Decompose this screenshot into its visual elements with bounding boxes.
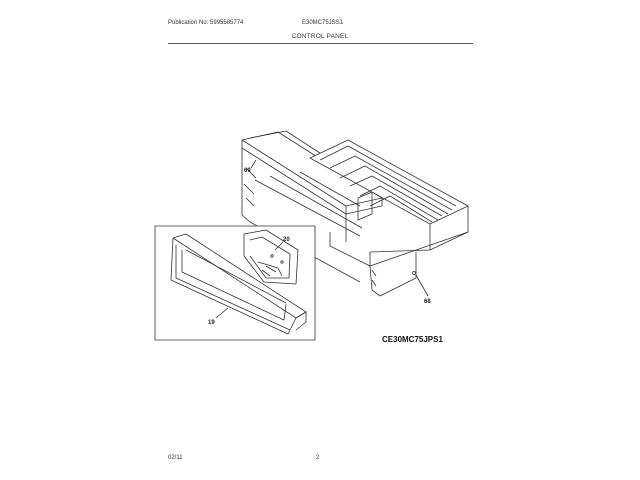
diagram-code: CE30MC75JPS1 bbox=[382, 335, 443, 344]
page-number: 2 bbox=[316, 455, 320, 461]
callout-68: 68 bbox=[424, 299, 431, 305]
callout-19: 19 bbox=[208, 320, 215, 326]
leader-68 bbox=[416, 275, 428, 296]
publication-number: Publication No: 5995585774 bbox=[168, 20, 244, 26]
section-title: CONTROL PANEL bbox=[291, 33, 349, 40]
footer-date: 02/11 bbox=[168, 455, 183, 461]
leader-69 bbox=[251, 160, 256, 168]
callout-20: 20 bbox=[283, 237, 290, 243]
control-panel-housing bbox=[310, 140, 468, 296]
callout-69: 69 bbox=[244, 168, 251, 174]
model-number: E30MC75JSS1 bbox=[302, 20, 344, 26]
